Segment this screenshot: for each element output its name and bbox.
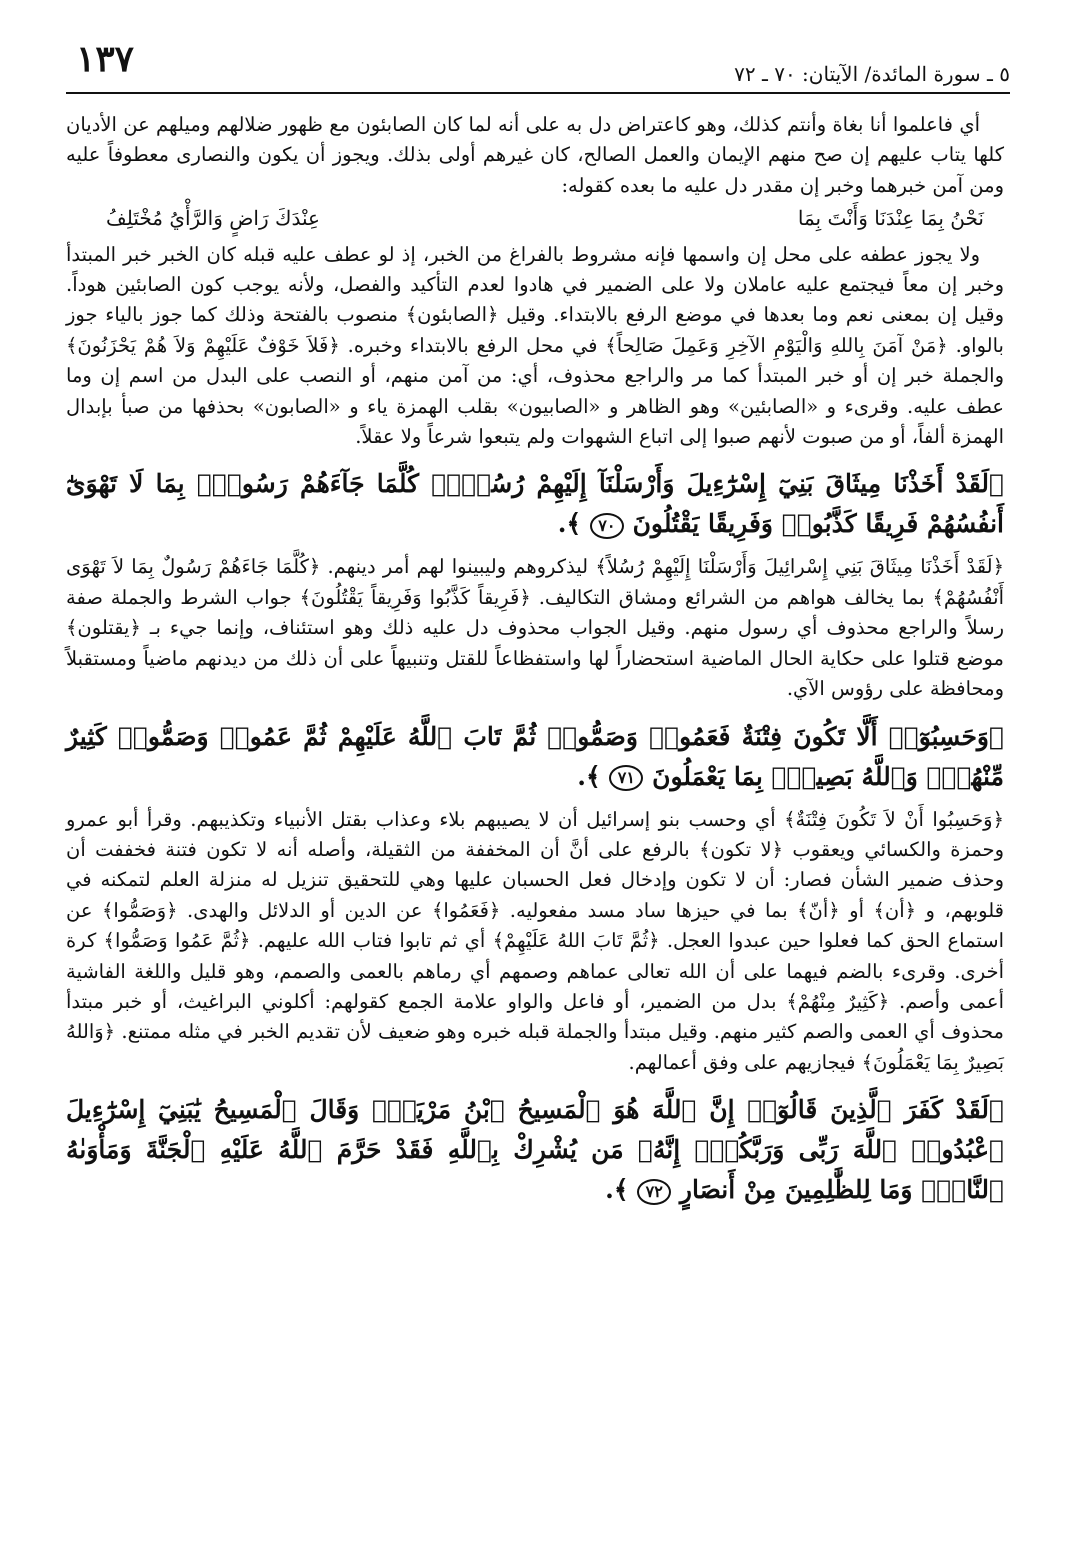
paragraph-2: ولا يجوز عطفه على محل إن واسمها فإنه مشروط بالفراغ من الخبر، إذ لو عطف عليه قبله كان الخبر خبر المبتدأ وخبر إن معاً فيجتمع عليه عاملان ولا على الضمير في هادوا لعدم التأكيد والفصل، ولأنه يوجب كون الصابئين هوداً. وقيل إن بمعنى نعم وما بعدها في موضع الرفع بالابتداء. وقيل ﴿الصابئون﴾ منصوب بالفتحة وذلك كما جوز بالياء جوز بالواو. ﴿مَنْ آمَنَ بِاللهِ وَالْيَوْمِ الآخِرِ وَعَمِلَ صَالِحاً﴾ في محل الرفع بالابتداء وخبره. ﴿فَلاَ خَوْفٌ عَلَيْهِمْ وَلاَ هُمْ يَحْزَنُونَ﴾ والجملة خبر إن أو خبر المبتدأ كما مر والراجع محذوف، أي: من آمن منهم، أو النصب على البدل من اسم إن وما عطف عليه. وقرىء و «الصابئين» وهو الظاهر و «الصابيون» بقلب الهمزة ياء و «الصابون» بحذفها من صبأ بإبدال الهمزة ألفاً، أو من صبوت لأنهم صبوا إلى اتباع الشهوات ولم يتبعوا شرعاً ولا عقلاً. <box>66 242 1004 449</box>
page-number: ١٣٧ <box>76 38 135 80</box>
paragraph-4: ﴿وَحَسِبُوا أَنْ لاَ تَكُونَ فِتْنَةٌ﴾ أي وحسب بنو إسرائيل أن لا يصيبهم بلاء وعذاب بقتل الأنبياء وتكذيبهم. وقرأ أبو عمرو وحمزة والكسائي ويعقوب ﴿لا تكون﴾ بالرفع على أنَّ أن المخففة من الثقيلة، وأصله أنه لا تكون فتنة فخففت أن وحذف ضمير الشأن فصار: أن لا تكون وإدخال فعل الحسبان عليها وهي للتحقيق تنزيل له منزلة العلم لتمكنه في قلوبهم، و ﴿أن﴾ أو ﴿أنّ﴾ بما في حيزها ساد مسد مفعوليه. ﴿فَعَمُوا﴾ عن الدين أو الدلائل والهدى. ﴿وَصَمُّوا﴾ عن استماع الحق كما فعلوا حين عبدوا العجل. ﴿ثُمَّ تَابَ اللهُ عَلَيْهِمْ﴾ أي ثم تابوا فتاب الله عليهم. ﴿ثُمَّ عَمُوا وَصَمُّوا﴾ كرة أخرى. وقرىء بالضم فيهما على أن الله تعالى عماهم وصمهم أي رماهم بالعمى والصمم، وهو قليل واللغة الفاشية أعمى وأصم. ﴿كَثِيرٌ مِنْهُمْ﴾ بدل من الضمير، أو فاعل والواو علامة الجمع كقولهم: أكلوني البراغيث، أو خبر مبتدأ محذوف أي العمى والصم كثير منهم. وقيل مبتدأ والجملة قبله خبره وهو ضعيف لأن تقديم الخبر في مثله ممتنع. ﴿وَاللهُ بَصِيرٌ بِمَا يَعْمَلُونَ﴾ فيجازيهم على وفق أعمالهم. <box>66 807 1004 1074</box>
paragraph-1: أي فاعلموا أنا بغاة وأنتم كذلك، وهو كاعتراض دل به على أنه لما كان الصابئون مع ظهور ضلالهم وميلهم عن الأديان كلها يتاب عليهم إن صح منهم الإيمان والعمل الصالح، كان غيرهم أولى بذلك. ويجوز أن يكون والنصارى معطوفاً عليه ومن آمن خبرهما وخبر إن مقدر دل عليه ما بعده كقوله: <box>66 113 1004 197</box>
ayah-72-text: ﴿لَقَدْ كَفَرَ ٱلَّذِينَ قَالُوٓا۟ إِنَّ ٱللَّهَ هُوَ ٱلْمَسِيحُ ٱبْنُ مَرْيَمَۖ وَقَالَ ٱلْمَسِيحُ يَٰبَنِيٓ إِسْرَٰٓءِيلَ ٱعْبُدُوا۟ ٱللَّهَ رَبِّى وَرَبَّكُمْۖ إِنَّهُۥ مَن يُشْرِكْ بِٱللَّهِ فَقَدْ حَرَّمَ ٱللَّهُ عَلَيْهِ ٱلْجَنَّةَ وَمَأْوَىٰهُ ٱلنَّارُۖ وَمَا لِلظَّٰلِمِينَ مِنْ أَنصَارٍ <box>66 1095 1004 1205</box>
ayah-72-close: ﴾. <box>605 1175 629 1205</box>
paragraph-3: ﴿لَقَدْ أَخَذْنَا مِيثَاقَ بَنِي إِسْرائِيلَ وَأَرْسَلْنَا إِلَيْهِمْ رُسُلاً﴾ ليذكروهم وليبينوا لهم أمر دينهم. ﴿كُلَّمَا جَاءَهُمْ رَسُولٌ بِمَا لاَ تَهْوَى أَنْفُسُهُمْ﴾ بما يخالف هواهم من الشرائع ومشاق التكاليف. ﴿فَرِيقاً كَذَّبُوا وَفَرِيقاً يَقْتُلُونَ﴾ جواب الشرط والجملة صفة رسلاً والراجع محذوف أي رسول منهم. وقيل الجواب محذوف دل عليه ذلك وهو استئناف، وإنما جيء بـ ﴿يقتلون﴾ موضع قتلوا على حكاية الحال الماضية استحضاراً لها واستفظاعاً للقتل وتنبيهاً على أن ذلك من ديدنهم ماضياً ومستقبلاً ومحافظة على رؤوس الآي. <box>66 555 1004 701</box>
verse-first-hemistich: نَحْنُ بِمَا عِنْدَنَا وَأَنْتَ بِمَا <box>797 206 984 231</box>
page-body <box>66 110 1004 1218</box>
ayah-70-text: ﴿لَقَدْ أَخَذْنَا مِيثَاقَ بَنِيٓ إِسْرَٰٓءِيلَ وَأَرْسَلْنَآ إِلَيْهِمْ رُسُلًاۖ كُلَّمَا جَآءَهُمْ رَسُولٌۢ بِمَا لَا تَهْوَىٰٓ أَنفُسُهُمْ فَرِيقًا كَذَّبُوا۟ وَفَرِيقًا يَقْتُلُونَ <box>66 469 1004 539</box>
running-header-title: ٥ ـ سورة المائدة/ الآيتان: ٧٠ ـ ٧٢ <box>734 62 1010 86</box>
ayah-71-text: ﴿وَحَسِبُوٓا۟ أَلَّا تَكُونَ فِتْنَةٌ فَعَمُوا۟ وَصَمُّوا۟ ثُمَّ تَابَ ٱللَّهُ عَلَيْهِمْ ثُمَّ عَمُوا۟ وَصَمُّوا۟ كَثِيرٌ مِّنْهُمْۚ وَٱللَّهُ بَصِيرٌۢ بِمَا يَعْمَلُونَ <box>66 721 1004 791</box>
ayah-72-number: ٧٢ <box>637 1179 671 1205</box>
quran-ayah-72 <box>66 1090 1004 1210</box>
poetry-verse <box>66 201 1004 239</box>
header-divider <box>66 92 1010 94</box>
ayah-71-number: ٧١ <box>609 765 643 791</box>
ayah-70-close: ﴾. <box>557 509 582 539</box>
ayah-71-close: ﴾. <box>577 761 601 791</box>
verse-second-hemistich: عِنْدَكَ رَاضٍ وَالرَّأْيُ مُخْتَلِفُ <box>106 206 320 231</box>
page-header <box>66 34 1010 86</box>
quran-ayah-71 <box>66 717 1004 797</box>
ayah-70-number: ٧٠ <box>590 513 624 539</box>
quran-ayah-70 <box>66 464 1004 544</box>
